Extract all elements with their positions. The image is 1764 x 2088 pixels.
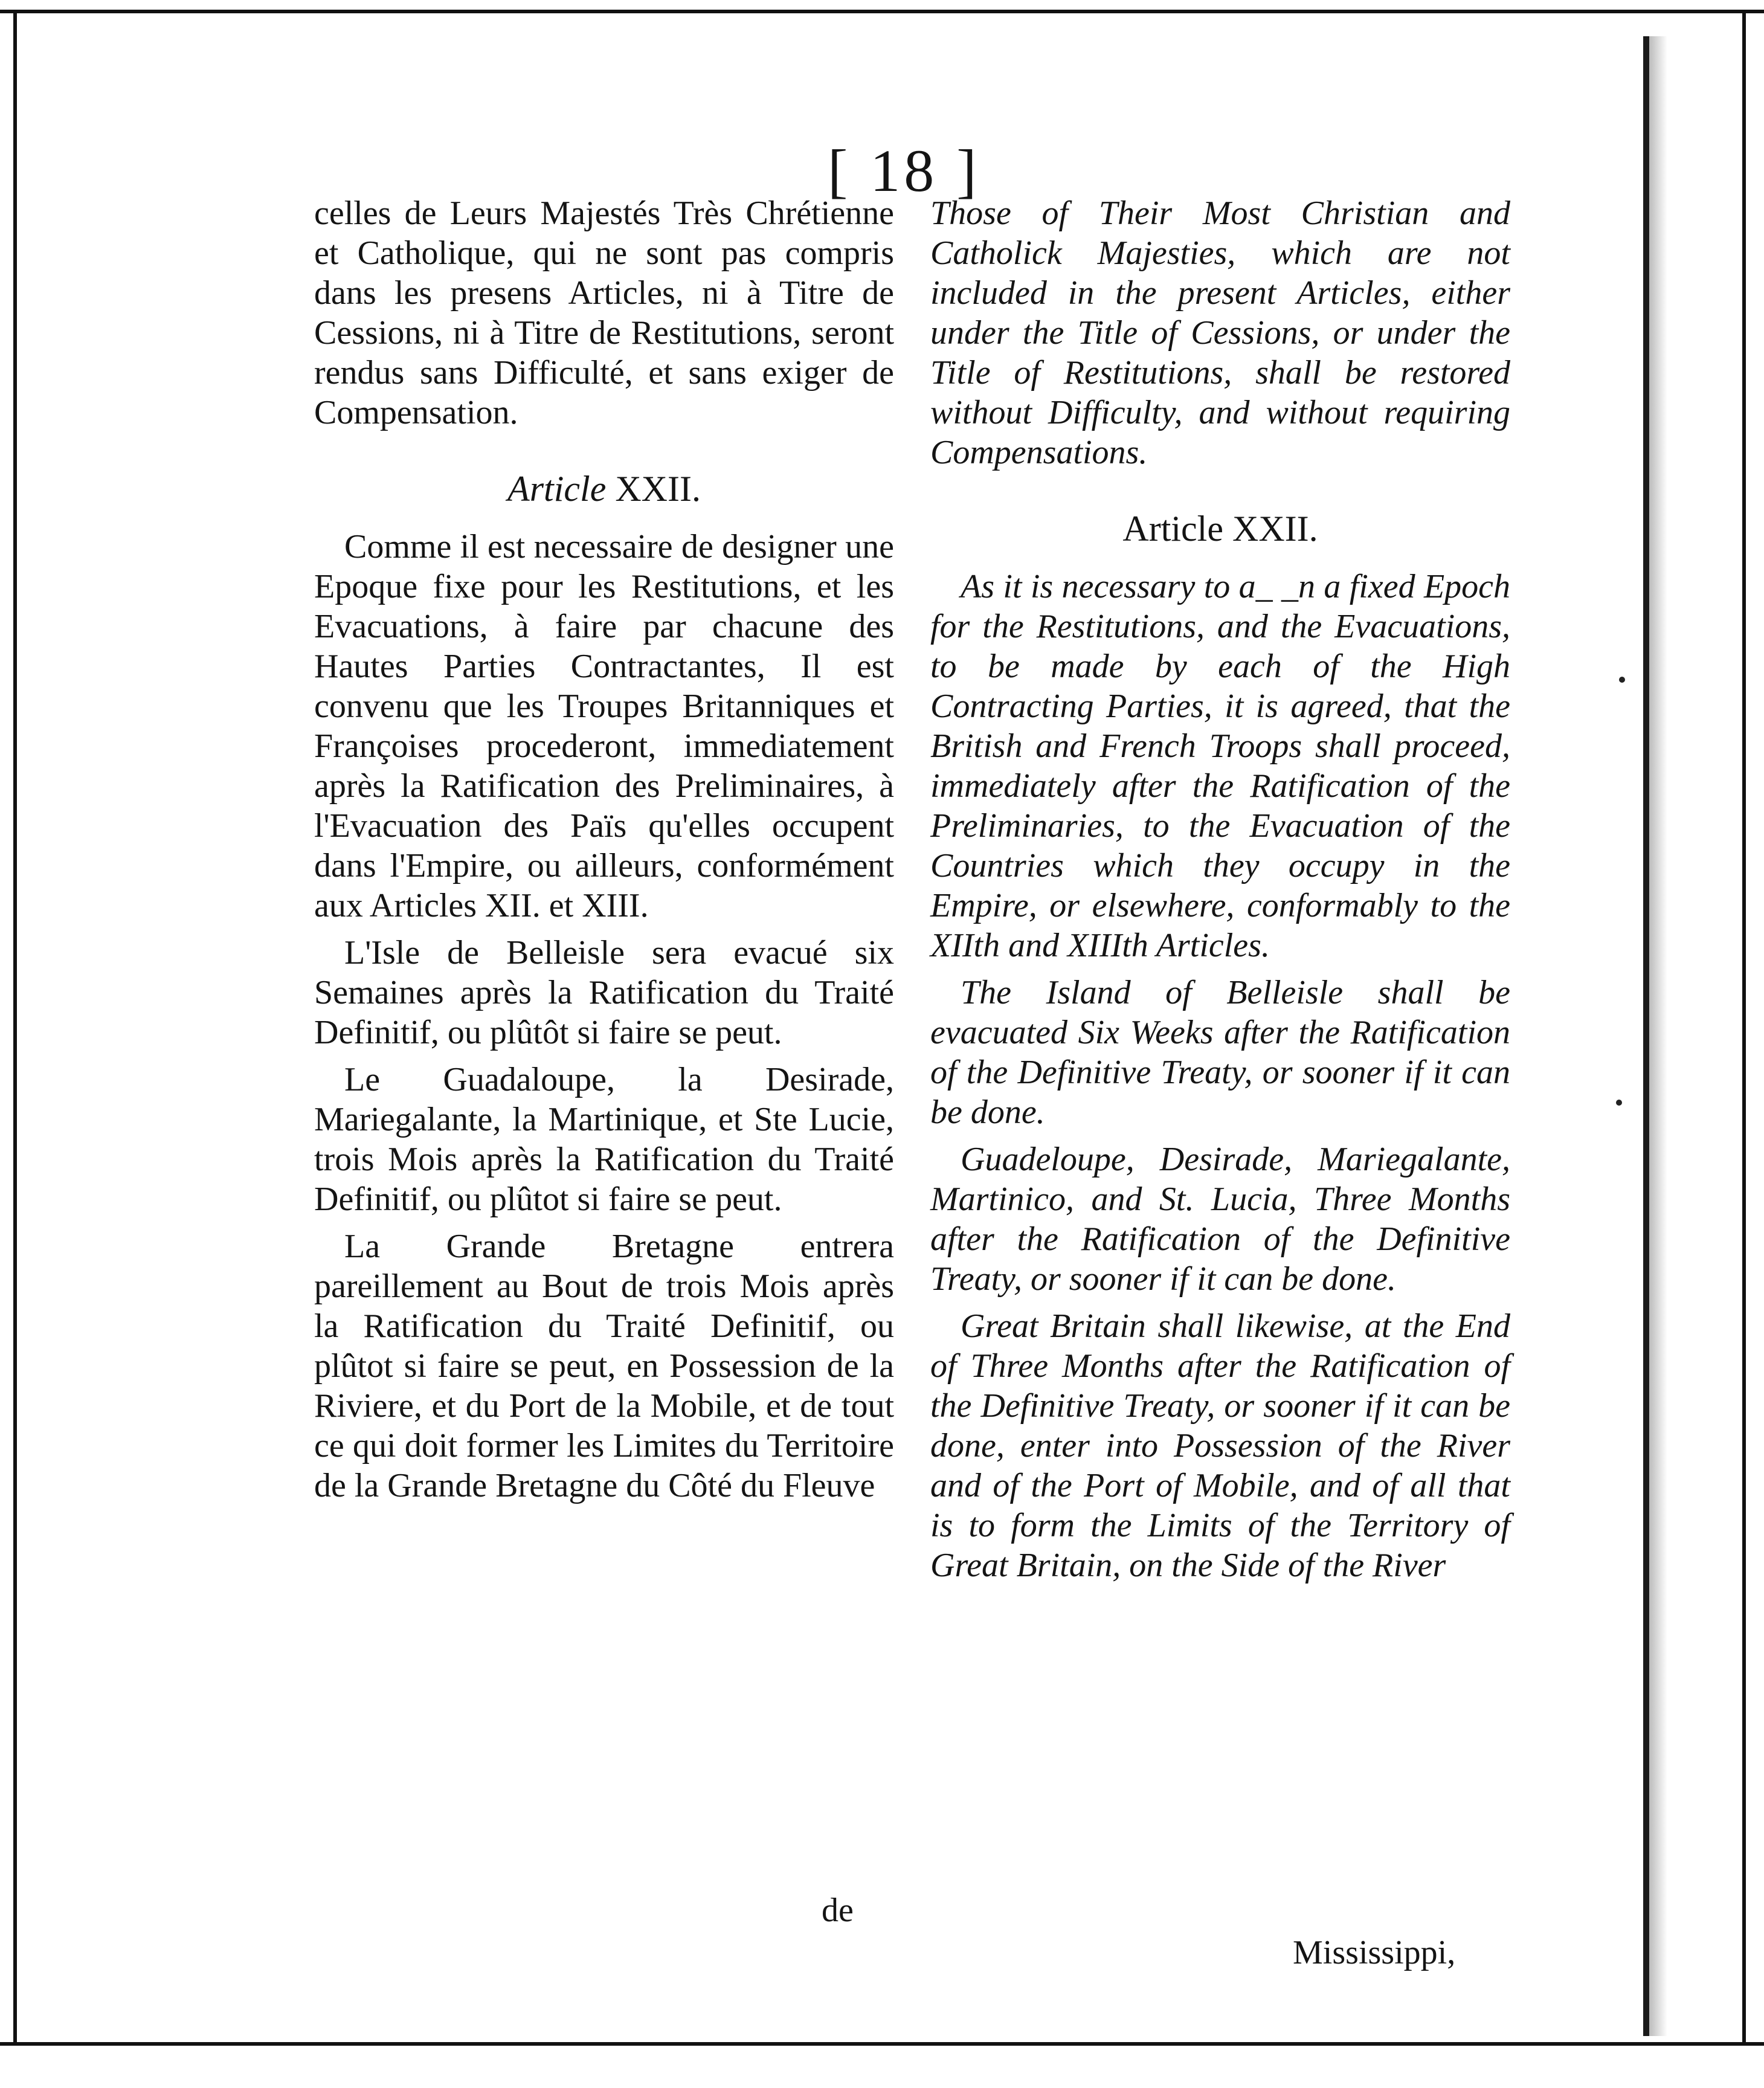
french-article-number: XXII. — [615, 469, 701, 509]
english-paragraph-4: Great Britain shall likewise, at the End of Three Months after the Ratification of the Definitive Treaty, or sooner if it can be done, enter into Possession of the River and of the Port of Mobile, and of all that is to form the Limits of the Territory of Great Britain, on the Side of the River — [930, 1307, 1510, 1584]
english-article-heading — [930, 509, 1510, 549]
english-column — [930, 193, 1510, 1593]
french-column — [314, 193, 894, 1513]
french-paragraph-1: Comme il est necessaire de designer une Epoque fixe pour les Restitutions, et les Evacuations, à faire par chacune des Hautes Parties Contractantes, Il est convenu que les Troupes Britanniques et Françoises procederont, immediatement après la Ratification des Preliminaires, à l'Evacuation des Païs qu'elles occupent dans l'Empire, ou ailleurs, conformément aux Articles XII. et XIII. — [314, 528, 894, 924]
french-article-word: Article — [507, 469, 607, 509]
scan-border-left — [13, 10, 17, 2046]
french-paragraph-2: L'Isle de Belleisle sera evacué six Semaines après la Ratification du Traité Definitif, ou plûtôt si faire se peut. — [314, 934, 894, 1051]
french-continuation: celles de Leurs Majestés Très Chrétienne et Catholique, qui ne sont pas compris dans les presens Articles, ni à Titre de Cessions, ni à Titre de Restitutions, seront rendus sans Difficulté, et sans exiger de Compensation. — [314, 195, 894, 431]
ink-speck — [1616, 1100, 1622, 1106]
english-paragraph-1: As it is necessary to a_ _n a fixed Epoch for the Restitutions, and the Evacuations, to be made by each of the High Contracting Parties, it is agreed, that the British and French Troops shall proceed, immediately after the Ratification of the Preliminaries, to the Evacuation of the Countries which they occupy in the Empire, or elsewhere, conformably to the XIIth and XIIIth Articles. — [930, 568, 1510, 964]
french-catchword: de — [822, 1892, 854, 1929]
english-paragraph-2: The Island of Belleisle shall be evacuated Six Weeks after the Ratification of the Definitive Treaty, or sooner if it can be done. — [930, 974, 1510, 1131]
french-article-heading — [314, 469, 894, 509]
english-catchword: Mississippi, — [1293, 1934, 1456, 1971]
page-edge — [1643, 36, 1649, 2036]
french-paragraph-4: La Grande Bretagne entrera pareillement au Bout de trois Mois après la Ratification du Traité Definitif, ou plûtot si faire se peut, en Possession de la Riviere, et du Port de la Mobile, et de tout ce qui doit former les Limites du Territoire de la Grande Bretagne du Côté du Fleuve — [314, 1228, 894, 1504]
scan-border-right — [1742, 10, 1746, 2046]
english-paragraph-3: Guadeloupe, Desirade, Mariegalante, Martinico, and St. Lucia, Three Months after the Ratification of the Definitive Treaty, or sooner if it can be done. — [930, 1141, 1510, 1298]
ink-speck — [1619, 677, 1625, 683]
page-edge-shadow — [1649, 36, 1667, 2036]
english-article-word: Article — [1122, 509, 1223, 549]
page-number: [ 18 ] — [828, 137, 980, 204]
scan-border-bottom — [0, 2042, 1764, 2046]
english-continuation: Those of Their Most Christian and Catholick Majesties, which are not included in the present Articles, either under the Title of Cessions, or under the Title of Restitutions, shall be restored without Difficulty, and without requiring Compensations. — [930, 195, 1510, 471]
scan-border-top — [0, 10, 1764, 13]
english-article-number: XXII. — [1232, 509, 1318, 549]
french-paragraph-3: Le Guadaloupe, la Desirade, Mariegalante, la Martinique, et Ste Lucie, trois Mois après la Ratification du Traité Definitif, ou plûtot si faire se peut. — [314, 1061, 894, 1218]
